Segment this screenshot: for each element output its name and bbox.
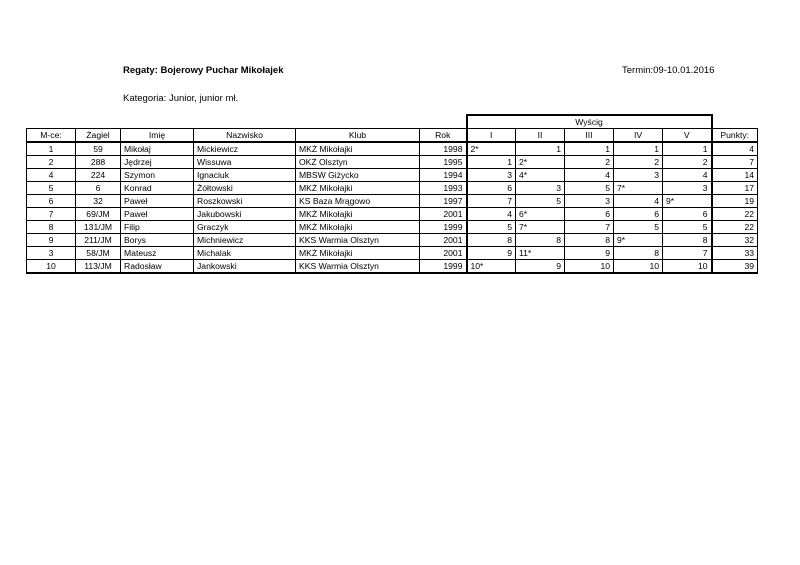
- col-points-cell: 19: [712, 195, 758, 208]
- col-club-cell: MKŻ Mikołajki: [296, 247, 420, 260]
- col-race-4-cell: 4: [614, 195, 663, 208]
- col-club-cell: KKS Warmia Olsztyn: [296, 260, 420, 274]
- col-place-cell: 7: [27, 208, 76, 221]
- race-group-header: Wyścig: [467, 115, 712, 129]
- col-race-4-cell: 6: [614, 208, 663, 221]
- col-year-cell: 1995: [420, 156, 467, 169]
- col-last-name-cell: Mickiewicz: [194, 142, 296, 156]
- col-club-header: Klub: [296, 129, 420, 143]
- col-points-cell: 22: [712, 208, 758, 221]
- col-race-1-header: I: [467, 129, 516, 143]
- col-sail-cell: 113/JM: [76, 260, 121, 274]
- col-year-cell: 1999: [420, 221, 467, 234]
- col-race-3-cell: 5: [565, 182, 614, 195]
- col-race-2-cell: 4*: [516, 169, 565, 182]
- col-race-5-header: V: [663, 129, 712, 143]
- col-first-name-cell: Filip: [121, 221, 194, 234]
- col-last-name-cell: Ignaciuk: [194, 169, 296, 182]
- col-race-5-cell: 2: [663, 156, 712, 169]
- col-race-1-cell: 3: [467, 169, 516, 182]
- col-race-3-cell: 7: [565, 221, 614, 234]
- col-race-4-cell: 5: [614, 221, 663, 234]
- col-points-cell: 39: [712, 260, 758, 274]
- col-sail-cell: 32: [76, 195, 121, 208]
- col-place-header: M-ce:: [27, 129, 76, 143]
- col-race-2-cell: 9: [516, 260, 565, 274]
- col-sail-cell: 224: [76, 169, 121, 182]
- col-race-1-cell: 2*: [467, 142, 516, 156]
- col-club-cell: KKS Warmia Olsztyn: [296, 234, 420, 247]
- col-race-1-cell: 1: [467, 156, 516, 169]
- group-header-row: [27, 115, 758, 129]
- col-sail-cell: 131/JM: [76, 221, 121, 234]
- col-club-cell: KS Baza Mrągowo: [296, 195, 420, 208]
- col-year-cell: 1998: [420, 142, 467, 156]
- col-place-cell: 5: [27, 182, 76, 195]
- col-club-cell: MKŻ Mikołajki: [296, 182, 420, 195]
- col-year-header: Rok: [420, 129, 467, 143]
- regatta-title: Regaty: Bojerowy Puchar Mikołajek: [123, 65, 284, 76]
- col-year-cell: 1997: [420, 195, 467, 208]
- col-race-4-header: IV: [614, 129, 663, 143]
- col-race-1-cell: 7: [467, 195, 516, 208]
- category-label: Kategoria: Junior, junior mł.: [123, 93, 239, 104]
- col-race-5-cell: 9*: [663, 195, 712, 208]
- column-header-row: [27, 129, 758, 143]
- col-sail-cell: 288: [76, 156, 121, 169]
- regatta-date: Termin:09-10.01.2016: [622, 65, 715, 76]
- col-last-name-cell: Michniewicz: [194, 234, 296, 247]
- col-points-cell: 32: [712, 234, 758, 247]
- table-row: [27, 260, 758, 274]
- col-year-cell: 2001: [420, 234, 467, 247]
- col-club-cell: OKŻ Olsztyn: [296, 156, 420, 169]
- col-race-4-cell: 10: [614, 260, 663, 274]
- col-place-cell: 8: [27, 221, 76, 234]
- col-place-cell: 10: [27, 260, 76, 274]
- col-race-5-cell: 10: [663, 260, 712, 274]
- col-last-name-cell: Jakubowski: [194, 208, 296, 221]
- col-sail-cell: 6: [76, 182, 121, 195]
- col-race-4-cell: 3: [614, 169, 663, 182]
- col-race-4-cell: 8: [614, 247, 663, 260]
- col-year-cell: 1993: [420, 182, 467, 195]
- col-race-5-cell: 3: [663, 182, 712, 195]
- col-race-5-cell: 7: [663, 247, 712, 260]
- col-race-4-cell: 7*: [614, 182, 663, 195]
- col-race-1-cell: 5: [467, 221, 516, 234]
- col-race-2-cell: 5: [516, 195, 565, 208]
- col-first-name-cell: Radosław: [121, 260, 194, 274]
- table-row: [27, 156, 758, 169]
- col-sail-cell: 69/JM: [76, 208, 121, 221]
- col-race-5-cell: 5: [663, 221, 712, 234]
- col-race-5-cell: 8: [663, 234, 712, 247]
- col-points-cell: 33: [712, 247, 758, 260]
- results-table: [26, 114, 758, 274]
- table-row: [27, 195, 758, 208]
- col-last-name-cell: Jankowski: [194, 260, 296, 274]
- col-race-1-cell: 4: [467, 208, 516, 221]
- col-last-name-cell: Graczyk: [194, 221, 296, 234]
- col-race-4-cell: 2: [614, 156, 663, 169]
- col-sail-header: Żagiel: [76, 129, 121, 143]
- col-race-1-cell: 9: [467, 247, 516, 260]
- col-first-name-cell: Szymon: [121, 169, 194, 182]
- table-row: [27, 169, 758, 182]
- col-club-cell: MKŻ Mikołajki: [296, 221, 420, 234]
- col-year-cell: 1994: [420, 169, 467, 182]
- col-first-name-cell: Paweł: [121, 195, 194, 208]
- col-race-2-cell: 3: [516, 182, 565, 195]
- col-race-2-cell: 7*: [516, 221, 565, 234]
- col-points-cell: 14: [712, 169, 758, 182]
- col-race-5-cell: 1: [663, 142, 712, 156]
- table-row: [27, 247, 758, 260]
- col-race-3-cell: 6: [565, 208, 614, 221]
- col-last-name-cell: Roszkowski: [194, 195, 296, 208]
- col-race-3-cell: 8: [565, 234, 614, 247]
- col-last-name-cell: Wissuwa: [194, 156, 296, 169]
- col-race-2-cell: 2*: [516, 156, 565, 169]
- col-race-5-cell: 4: [663, 169, 712, 182]
- col-sail-cell: 59: [76, 142, 121, 156]
- col-race-3-header: III: [565, 129, 614, 143]
- table-row: [27, 221, 758, 234]
- col-race-2-cell: 1: [516, 142, 565, 156]
- col-points-cell: 22: [712, 221, 758, 234]
- col-club-cell: MKŻ Mikołajki: [296, 142, 420, 156]
- col-club-cell: MBSW Giżycko: [296, 169, 420, 182]
- col-race-3-cell: 2: [565, 156, 614, 169]
- col-points-cell: 4: [712, 142, 758, 156]
- col-race-2-header: II: [516, 129, 565, 143]
- col-race-3-cell: 3: [565, 195, 614, 208]
- col-race-4-cell: 9*: [614, 234, 663, 247]
- col-first-name-cell: Paweł: [121, 208, 194, 221]
- col-year-cell: 1999: [420, 260, 467, 274]
- col-first-name-header: Imię: [121, 129, 194, 143]
- col-place-cell: 2: [27, 156, 76, 169]
- col-last-name-cell: Żółtowski: [194, 182, 296, 195]
- table-row: [27, 182, 758, 195]
- table-row: [27, 142, 758, 156]
- col-place-cell: 6: [27, 195, 76, 208]
- col-points-cell: 7: [712, 156, 758, 169]
- col-club-cell: MKŻ Mikołajki: [296, 208, 420, 221]
- col-race-3-cell: 4: [565, 169, 614, 182]
- col-place-cell: 9: [27, 234, 76, 247]
- col-year-cell: 2001: [420, 208, 467, 221]
- col-race-1-cell: 10*: [467, 260, 516, 274]
- col-race-1-cell: 6: [467, 182, 516, 195]
- col-place-cell: 1: [27, 142, 76, 156]
- col-race-4-cell: 1: [614, 142, 663, 156]
- col-first-name-cell: Mateusz: [121, 247, 194, 260]
- col-first-name-cell: Jędrzej: [121, 156, 194, 169]
- col-race-5-cell: 6: [663, 208, 712, 221]
- col-race-3-cell: 10: [565, 260, 614, 274]
- col-place-cell: 4: [27, 169, 76, 182]
- col-place-cell: 3: [27, 247, 76, 260]
- col-last-name-header: Nazwisko: [194, 129, 296, 143]
- col-first-name-cell: Konrad: [121, 182, 194, 195]
- col-points-cell: 17: [712, 182, 758, 195]
- col-last-name-cell: Michalak: [194, 247, 296, 260]
- col-first-name-cell: Mikołaj: [121, 142, 194, 156]
- col-first-name-cell: Borys: [121, 234, 194, 247]
- col-race-3-cell: 9: [565, 247, 614, 260]
- col-race-2-cell: 11*: [516, 247, 565, 260]
- col-race-2-cell: 8: [516, 234, 565, 247]
- table-row: [27, 208, 758, 221]
- col-year-cell: 2001: [420, 247, 467, 260]
- col-race-3-cell: 1: [565, 142, 614, 156]
- results-body: [27, 142, 758, 273]
- col-sail-cell: 58/JM: [76, 247, 121, 260]
- col-sail-cell: 211/JM: [76, 234, 121, 247]
- col-points-header: Punkty:: [712, 129, 758, 143]
- col-race-2-cell: 6*: [516, 208, 565, 221]
- table-row: [27, 234, 758, 247]
- col-race-1-cell: 8: [467, 234, 516, 247]
